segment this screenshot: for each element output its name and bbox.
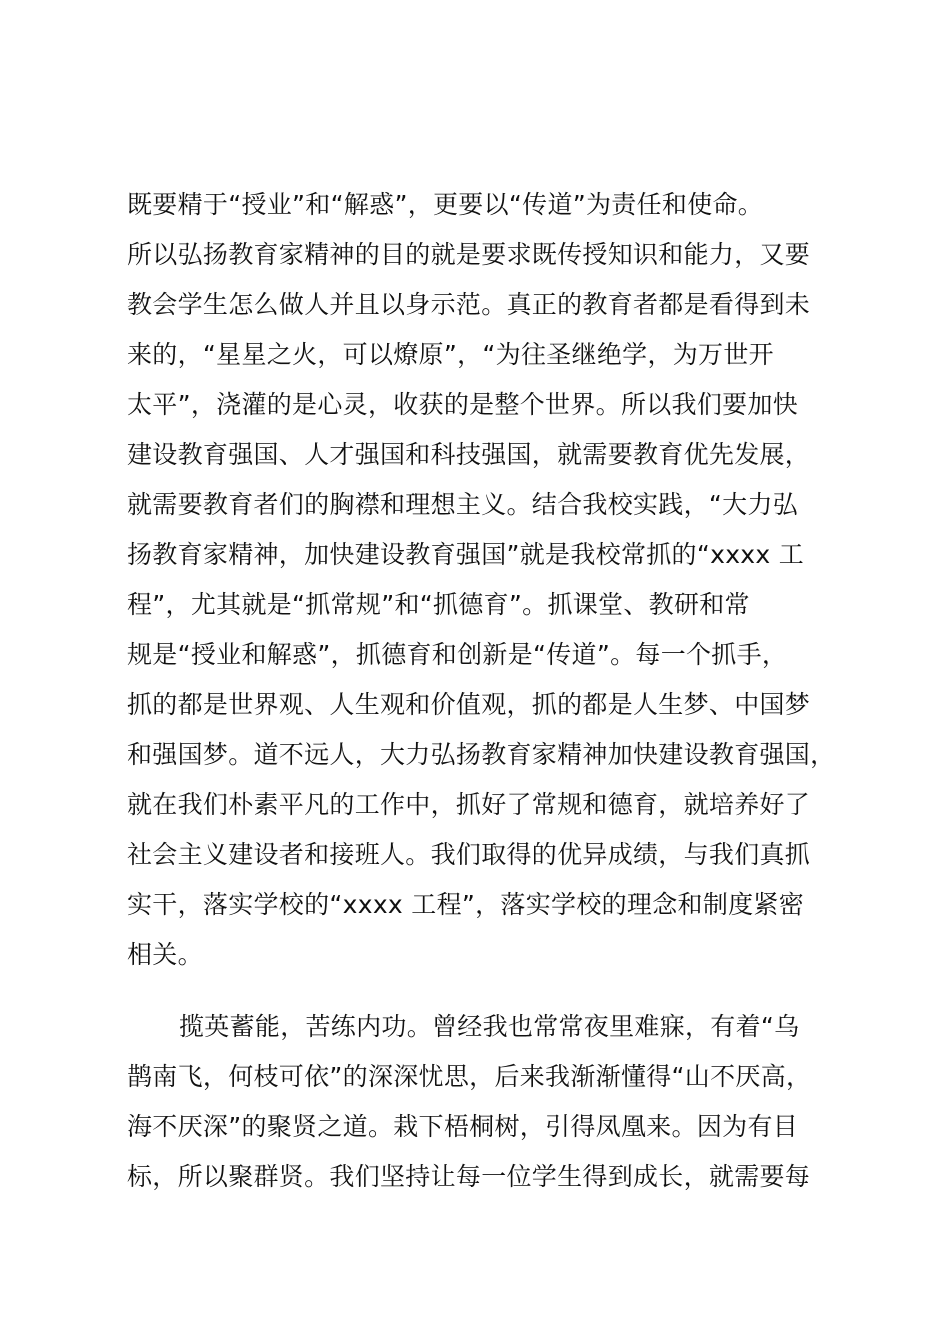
text-line: 就需要教育者们的胸襟和理想主义。结合我校实践，“大力弘 (127, 490, 799, 519)
text-line: 扬教育家精神，加快建设教育强国”就是我校常抓的“xxxx 工 (127, 540, 805, 569)
text-line: 来的，“星星之火，可以燎原”，“为往圣继绝学，为万世开 (127, 340, 774, 369)
paragraph-2 (127, 1002, 867, 1202)
text-line: 实干，落实学校的“xxxx 工程”，落实学校的理念和制度紧密 (127, 890, 805, 919)
paragraph-1 (127, 180, 867, 980)
text-line: 所以弘扬教育家精神的目的就是要求既传授知识和能力，又要 (127, 240, 811, 269)
text-line: 揽英蓄能，苦练内功。曾经我也常常夜里难寐，有着“乌 (179, 1012, 800, 1041)
text-line: 鹊南飞，何枝可依”的深深忧思，后来我渐渐懂得“山不厌高， (127, 1062, 812, 1091)
text-line: 规是“授业和解惑”，抓德育和创新是“传道”。每一个抓手， (127, 640, 788, 669)
text-line: 相关。 (127, 940, 203, 969)
text-line: 社会主义建设者和接班人。我们取得的优异成绩，与我们真抓 (127, 840, 811, 869)
text-line: 就在我们朴素平凡的工作中，抓好了常规和德育，就培养好了 (127, 790, 811, 819)
text-line: 海不厌深”的聚贤之道。栽下梧桐树，引得凤凰来。因为有目 (127, 1112, 799, 1141)
text-line: 标，所以聚群贤。我们坚持让每一位学生得到成长，就需要每 (127, 1162, 811, 1191)
text-line: 和强国梦。道不远人，大力弘扬教育家精神加快建设教育强国， (127, 740, 836, 769)
text-line: 抓的都是世界观、人生观和价值观，抓的都是人生梦、中国梦 (127, 690, 811, 719)
text-line: 既要精于“授业”和“解惑”，更要以“传道”为责任和使命。 (127, 190, 764, 219)
text-line: 太平”，浇灌的是心灵，收获的是整个世界。所以我们要加快 (127, 390, 799, 419)
text-line: 建设教育强国、人才强国和科技强国，就需要教育优先发展， (127, 440, 811, 469)
text-line: 教会学生怎么做人并且以身示范。真正的教育者都是看得到未 (127, 290, 811, 319)
text-line: 程”，尤其就是“抓常规”和“抓德育”。抓课堂、教研和常 (127, 590, 750, 619)
